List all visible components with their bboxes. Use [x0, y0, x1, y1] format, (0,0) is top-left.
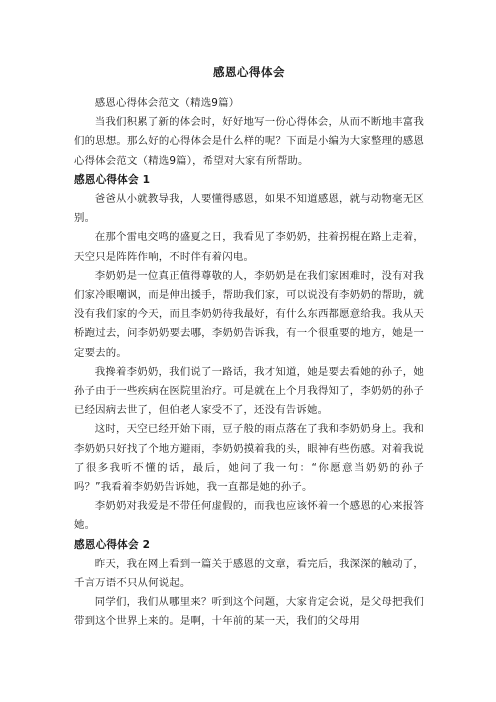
body-paragraph: 昨天，我在网上看到一篇关于感恩的文章，看完后，我深深的触动了，千言万语不只从何说起。	[74, 557, 424, 590]
section-heading: 感恩心得体会 1	[74, 173, 151, 186]
intro-paragraph: 感恩心得体会范文（精选9篇）	[94, 97, 240, 109]
section-2	[74, 536, 424, 632]
body-paragraph: 同学们，我们从哪里来？听到这个问题，大家肯定会说，是父母把我们带到这个世界上来的。是啊，十年前的某一天，我们的父母用	[74, 596, 424, 628]
section-1	[74, 171, 424, 536]
body-paragraph: 李奶奶对我爱是不带任何虚假的，而我也应该怀着一个感恩的心来报答她。	[74, 500, 424, 532]
body-paragraph: 李奶奶是一位真正值得尊敬的人，李奶奶是在我们家困难时，没有对我们家冷眼嘲讽，而是伸出援手，帮助我们家，可以说没有李奶奶的帮助，就没有我们家的今天，而且李奶奶待我最好，有什么东西都愿意给我。我从天桥跑过去，问李奶奶要去哪，李奶奶告诉我，有一个很重要的地方，她是一定要去的。	[74, 269, 424, 359]
body-paragraph: 我搀着李奶奶，我们说了一路话，我才知道，她是要去看她的孙子，她孙子由于一些疾病在医院里治疗。可是就在上个月我得知了，李奶奶的孙子已经因病去世了，但伯老人家受不了，还没有告诉她。	[74, 365, 424, 417]
section-heading: 感恩心得体会 2	[74, 538, 151, 551]
body-paragraph: 这时，天空已经开始下雨，豆子般的雨点落在了我和李奶奶身上。我和李奶奶只好找了个地方避雨，李奶奶摸着我的头，眼神有些伤感。对着我说了很多我听不懂的话，最后，她问了我一句：“你愿意当奶奶的孙子吗？”我看着李奶奶告诉她，我一直都是她的孙子。	[74, 423, 424, 494]
body-paragraph: 在那个雷电交鸣的盛夏之日，我看见了李奶奶，拄着拐棍在路上走着，天空只是阵阵作响，不时伴有着闪电。	[74, 231, 424, 263]
body-paragraph: 爸爸从小就教导我，人要懂得感恩，如果不知道感恩，就与动物毫无区别。	[74, 193, 424, 225]
document-title: 感恩心得体会	[213, 65, 285, 79]
intro-paragraph: 当我们积累了新的体会时，好好地写一份心得体会，从而不断地丰富我们的思想。那么好的心得体会是什么样的呢？下面是小编为大家整理的感恩心得体会范文（精选9篇），希望对大家有所帮助。	[74, 116, 424, 167]
